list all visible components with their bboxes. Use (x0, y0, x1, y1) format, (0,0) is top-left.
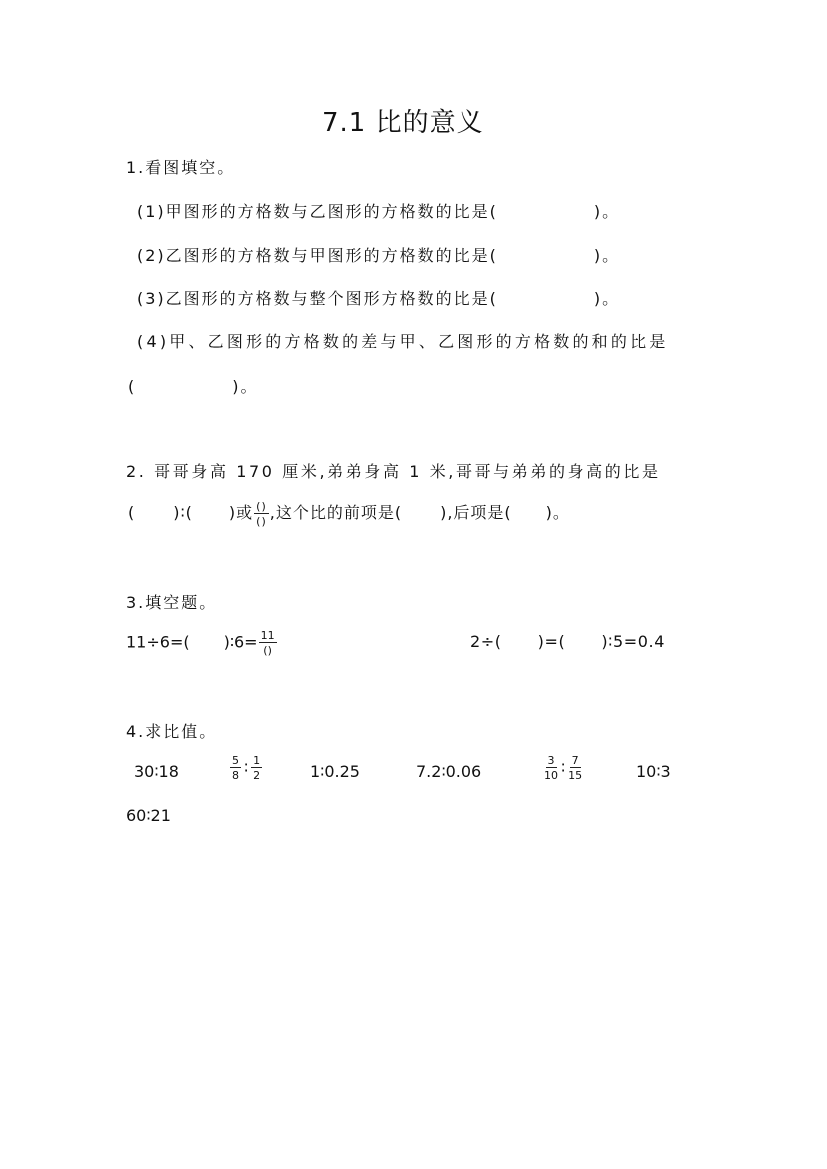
q3-left-part-b: )∶6= (223, 632, 258, 652)
ratio-10-3: 10∶3 (636, 762, 671, 781)
q1-item-2-text: (2)乙图形的方格数与甲图形的方格数的比是( (137, 246, 498, 265)
q3-heading: 3.填空题。 (126, 593, 218, 612)
fraction-denominator: 15 (568, 769, 583, 782)
q1-item-2 (137, 243, 620, 266)
fraction-numerator: 5 (232, 754, 239, 767)
q2-paren: )∶( (173, 503, 193, 522)
q3-right-expression (470, 632, 665, 651)
q1-heading: 1.看图填空。 (126, 158, 236, 177)
q3-right-part-b: )=( (537, 632, 566, 651)
fraction-numerator: 7 (571, 754, 579, 767)
fraction-denominator[interactable]: () (263, 644, 272, 657)
q2-close: )。 (545, 503, 570, 522)
q4-heading: 4.求比值。 (126, 722, 218, 741)
q3-left-part-a: 11÷6=( (126, 632, 190, 652)
fraction-numerator: 1 (253, 754, 261, 767)
ratio-1-0.25: 1∶0.25 (310, 762, 360, 781)
q2-front-term: ,这个比的前项是( (269, 503, 403, 522)
ratio-7.2-0.06: 7.2∶0.06 (416, 762, 482, 781)
q1-item-4-line2 (128, 374, 259, 397)
ratio-colon: ∶ (244, 757, 249, 777)
q2-paren: ( (128, 503, 136, 522)
q2-back-term: ),后项是( (440, 503, 512, 522)
close-paren: )。 (232, 377, 259, 396)
q3-right-part-a: 2÷( (470, 632, 502, 651)
q1-item-1 (137, 199, 620, 222)
q1-item-2-close: )。 (593, 246, 621, 265)
q2-or: )或 (228, 503, 254, 522)
q3-left-fraction (259, 630, 277, 656)
ratio-fraction-3-10-7-15 (543, 755, 583, 781)
fraction-denominator: 10 (544, 769, 558, 782)
fraction-denominator[interactable]: () (256, 514, 267, 528)
fraction-denominator: 8 (232, 769, 239, 782)
fraction-numerator: 3 (547, 754, 555, 767)
q1-item-3 (137, 286, 620, 309)
q1-item-1-close: )。 (593, 202, 621, 221)
q2-line2 (128, 500, 570, 527)
ratio-fraction-5-8-1-2 (229, 755, 263, 781)
ratio-colon: ∶ (561, 757, 566, 777)
q3-left-expression (126, 630, 278, 656)
fraction-numerator[interactable]: () (256, 499, 267, 513)
ratio-60-21: 60∶21 (126, 806, 171, 825)
open-paren: ( (128, 377, 137, 396)
q1-item-3-close: )。 (593, 289, 621, 308)
ratio-30-18: 30∶18 (134, 762, 179, 781)
q1-item-3-text: (3)乙图形的方格数与整个图形方格数的比是( (137, 289, 498, 308)
q2-fraction (254, 501, 269, 527)
q1-item-4: (4)甲、乙图形的方格数的差与甲、乙图形的方格数的和的比是 (137, 332, 669, 351)
q1-item-1-text: (1)甲图形的方格数与乙图形的方格数的比是( (137, 202, 498, 221)
page-title: 7.1 比的意义 (322, 108, 484, 138)
fraction-numerator: 11 (260, 629, 275, 642)
fraction-denominator: 2 (253, 769, 261, 782)
q2-line1: 2. 哥哥身高 170 厘米,弟弟身高 1 米,哥哥与弟弟的身高的比是 (126, 462, 661, 481)
q3-right-part-c: )∶5=0.4 (601, 632, 665, 651)
